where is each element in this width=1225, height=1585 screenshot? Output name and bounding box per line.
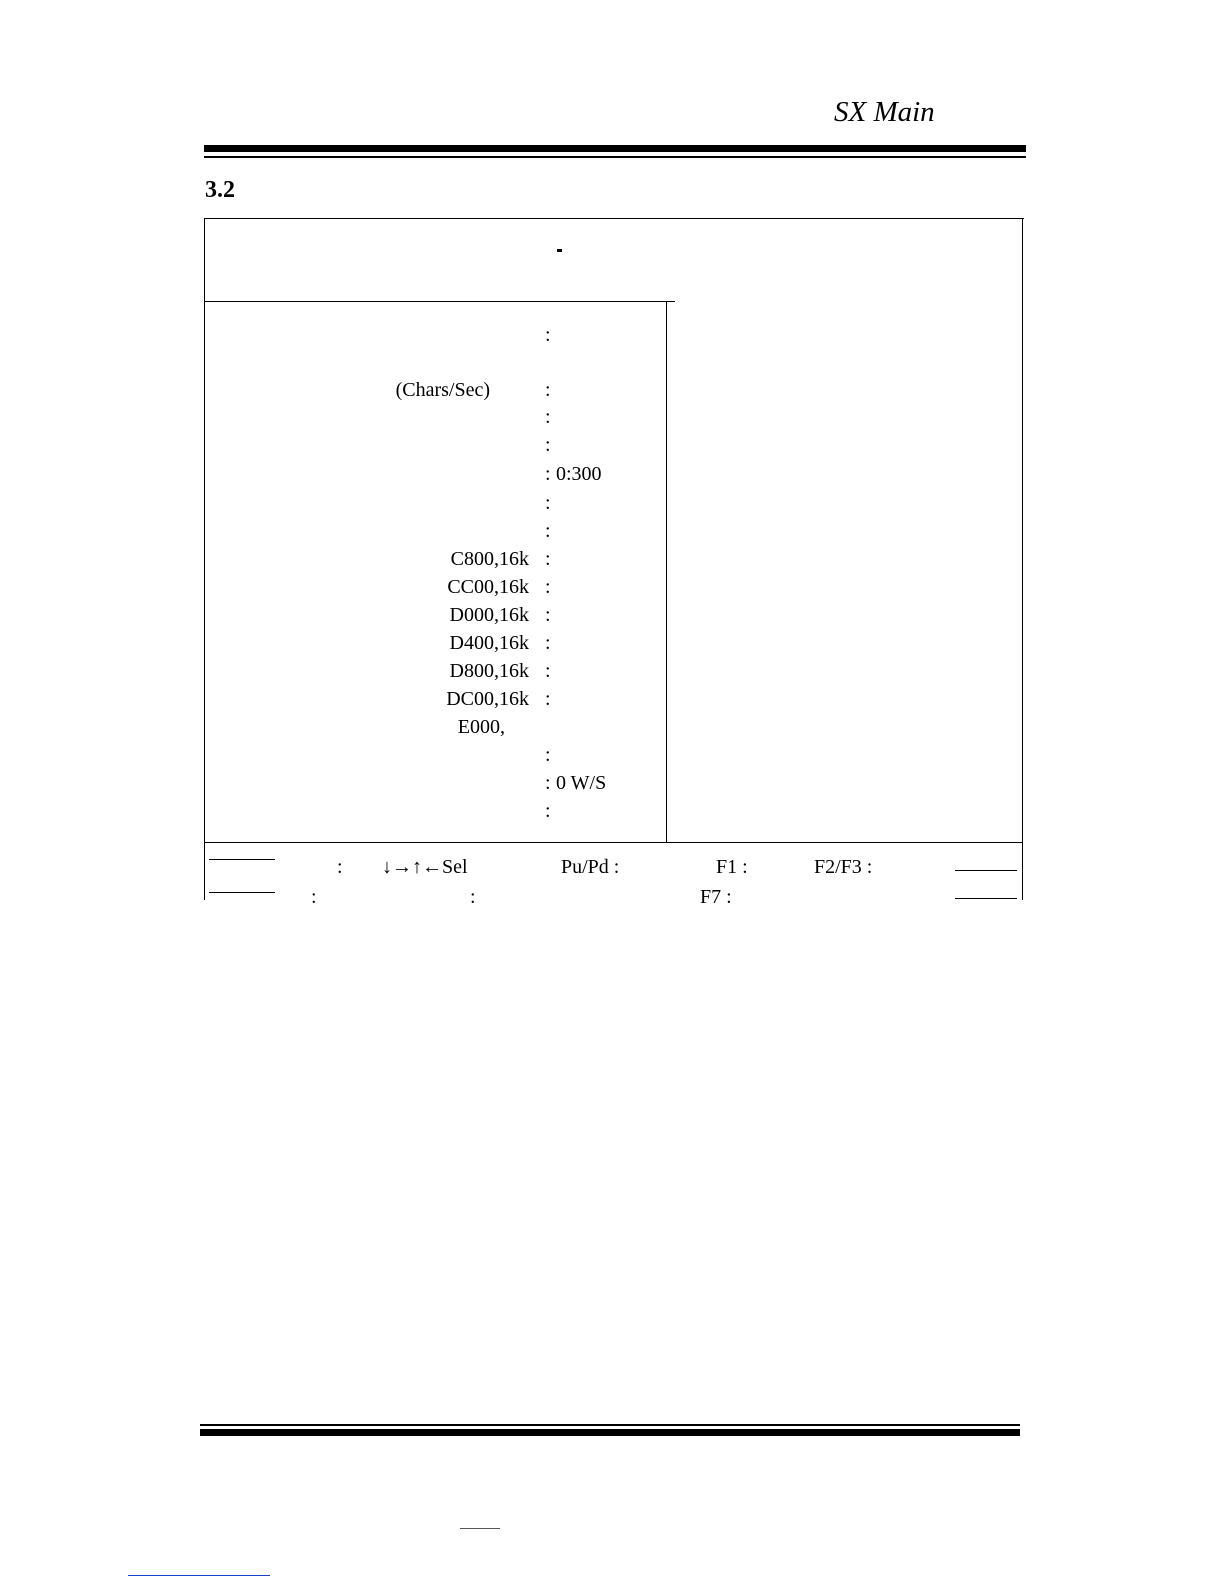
setup-row-colon: : xyxy=(545,492,551,514)
key-legend-dash xyxy=(209,859,275,860)
setup-row[interactable] xyxy=(0,716,1225,738)
setup-row[interactable] xyxy=(0,800,1225,822)
key-colon: : xyxy=(311,886,317,908)
setup-row-colon: : xyxy=(545,604,551,626)
setup-row[interactable] xyxy=(0,660,1225,682)
setup-row-colon: : xyxy=(545,406,551,428)
key-f2-f3: F2/F3 : xyxy=(814,856,873,878)
setup-row-label: D400,16k xyxy=(449,632,529,654)
setup-row[interactable] xyxy=(0,434,1225,456)
setup-row-label: C800,16k xyxy=(450,548,529,570)
setup-row-colon: : xyxy=(545,800,551,822)
key-legend-rule xyxy=(205,842,1023,843)
setup-row-value[interactable]: 0 W/S xyxy=(556,772,607,794)
header-rule-thin xyxy=(204,156,1026,158)
setup-row-label: (Chars/Sec) xyxy=(395,379,490,401)
key-legend-dash xyxy=(955,870,1017,871)
footer-rule-thick xyxy=(200,1429,1020,1436)
screen-divider-horizontal xyxy=(205,301,675,302)
key-legend-dash xyxy=(955,898,1017,899)
key-pageup-pagedown: Pu/Pd : xyxy=(561,856,620,878)
key-f1: F1 : xyxy=(716,856,748,878)
key-colon: : xyxy=(470,886,476,908)
setup-row[interactable] xyxy=(0,492,1225,514)
setup-row-label: D000,16k xyxy=(449,604,529,626)
header-title: SX Main xyxy=(834,96,935,128)
setup-row[interactable] xyxy=(0,744,1225,766)
setup-row-colon: : xyxy=(545,434,551,456)
setup-row[interactable] xyxy=(0,406,1225,428)
key-legend-dash xyxy=(209,892,275,893)
setup-row[interactable] xyxy=(0,688,1225,710)
section-number: 3.2 xyxy=(205,177,235,203)
setup-row-colon: : xyxy=(545,744,551,766)
setup-row-colon: : xyxy=(545,688,551,710)
screen-title-mark xyxy=(557,249,562,252)
footer-mark xyxy=(460,1528,500,1529)
key-colon: : xyxy=(337,856,343,878)
footer-link-underline xyxy=(128,1575,270,1576)
setup-row-label: D800,16k xyxy=(449,660,529,682)
setup-row-colon: : xyxy=(545,379,551,401)
screen-border-top xyxy=(204,218,1024,219)
setup-row-colon: : xyxy=(545,772,551,794)
setup-row[interactable] xyxy=(0,576,1225,598)
key-arrows-select: ↓→↑←Sel xyxy=(382,856,468,878)
setup-row[interactable] xyxy=(0,604,1225,626)
setup-row-colon: : xyxy=(545,632,551,654)
setup-row-label: E000, xyxy=(457,716,505,738)
setup-row-colon: : xyxy=(545,520,551,542)
setup-row[interactable] xyxy=(0,379,1225,401)
setup-row[interactable] xyxy=(0,548,1225,570)
setup-row-value[interactable]: 0:300 xyxy=(556,463,602,485)
setup-row[interactable] xyxy=(0,463,1225,485)
header-rule-thick xyxy=(204,145,1026,152)
setup-row-label: CC00,16k xyxy=(447,576,529,598)
setup-row-label: DC00,16k xyxy=(446,688,529,710)
setup-row[interactable] xyxy=(0,520,1225,542)
setup-row-colon: : xyxy=(545,548,551,570)
setup-row[interactable] xyxy=(0,324,1225,346)
setup-row-colon: : xyxy=(545,660,551,682)
setup-row[interactable] xyxy=(0,772,1225,794)
setup-row-colon: : xyxy=(545,324,551,346)
setup-row-colon: : xyxy=(545,576,551,598)
setup-row-colon: : xyxy=(545,463,551,485)
setup-row[interactable] xyxy=(0,632,1225,654)
footer-rule-thin xyxy=(200,1424,1020,1426)
key-f7: F7 : xyxy=(700,886,732,908)
